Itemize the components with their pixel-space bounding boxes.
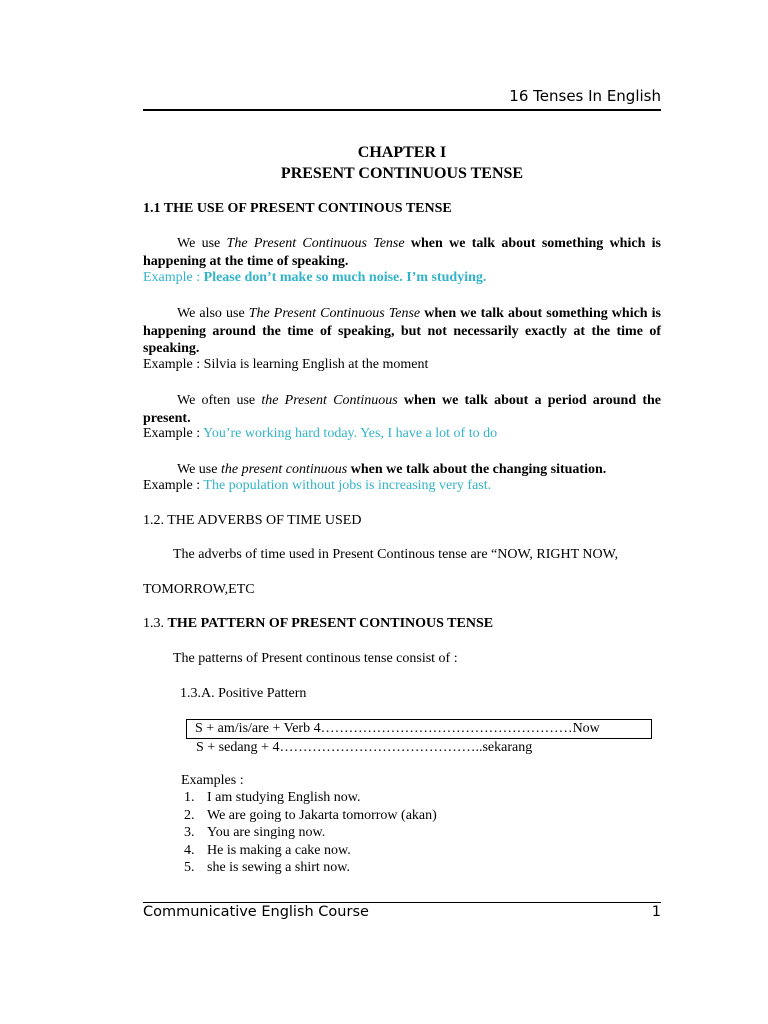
example-1 (143, 270, 486, 286)
example-1-text: Please don’t make so much noise. I’m studying. (203, 270, 487, 285)
patterns-intro: The patterns of Present continous tense consist of : (173, 651, 458, 666)
example-2-label: Example : (143, 357, 204, 372)
p4-lead: We use (177, 462, 221, 477)
p2-bold: when we talk about something which is happening around the time of speaking, but not necessarily exactly at the time of speaking. (143, 306, 661, 356)
chapter-number: CHAPTER I (357, 144, 447, 161)
section-3-heading-text: THE PATTERN OF PRESENT CONTINOUS TENSE (167, 616, 494, 631)
pattern-formula-indonesian: S + sedang + 4……………………………………..sekarang (196, 740, 533, 755)
example-3 (143, 426, 497, 442)
p4-bold: when we talk about the changing situation. (347, 462, 607, 477)
header-title: 16 Tenses In English (509, 87, 661, 105)
example-4 (143, 478, 491, 494)
list-item: 4. He is making a cake now. (184, 842, 351, 858)
adverbs-line-1: The adverbs of time used in Present Continous tense are “NOW, RIGHT NOW, (173, 547, 619, 562)
adverbs-line-2: TOMORROW,ETC (143, 582, 255, 597)
section-3-heading-num: 1.3. (143, 616, 168, 631)
list-item: 5. she is sewing a shirt now. (184, 860, 350, 875)
paragraph-4 (143, 461, 661, 479)
p3-bold: when we talk about a period around the present. (143, 393, 661, 426)
p2-lead: We also use (177, 306, 249, 321)
section-3-heading (143, 616, 493, 632)
example-2-text: Silvia is learning English at the moment (203, 357, 429, 372)
footer-rule (143, 902, 661, 903)
example-1-label: Example : (143, 270, 204, 285)
examples-label: Examples : (181, 773, 244, 788)
example-4-label: Example : (143, 478, 204, 493)
p1-lead: We use (177, 236, 227, 251)
example-2 (143, 357, 428, 373)
example-3-label: Example : (143, 426, 204, 441)
examples-list (184, 790, 437, 878)
p1-italic: The Present Continuous Tense (226, 236, 405, 251)
section-2-heading: 1.2. THE ADVERBS OF TIME USED (143, 513, 362, 528)
paragraph-1 (143, 235, 661, 270)
p2-italic: The Present Continuous Tense (248, 306, 421, 321)
example-4-text: The population without jobs is increasing very fast. (203, 478, 492, 493)
p4-italic: the present continuous (220, 462, 348, 477)
footer-course: Communicative English Course (143, 904, 369, 920)
example-3-text: You’re working hard today. Yes, I have a lot of to do (203, 426, 498, 441)
list-item: 1. I am studying English now. (184, 790, 361, 805)
chapter-title: PRESENT CONTINUOUS TENSE (280, 165, 524, 182)
positive-pattern-subheading: 1.3.A. Positive Pattern (180, 686, 307, 701)
paragraph-2 (143, 305, 661, 358)
section-1-heading: 1.1 THE USE OF PRESENT CONTINOUS TENSE (143, 201, 452, 216)
list-item: 2. We are going to Jakarta tomorrow (akan) (184, 807, 437, 823)
p3-lead: We often use (177, 393, 262, 408)
list-item: 3. You are singing now. (184, 825, 326, 840)
pattern-formula-english: S + am/is/are + Verb 4………………………………………………Now (195, 721, 600, 736)
pattern-formula-box (186, 719, 652, 739)
p3-italic: the Present Continuous (261, 393, 398, 408)
header-rule (143, 109, 661, 111)
footer-page-number: 1 (651, 904, 661, 920)
paragraph-3 (143, 392, 661, 427)
p1-bold: when we talk about something which is happening at the time of speaking. (143, 236, 661, 269)
